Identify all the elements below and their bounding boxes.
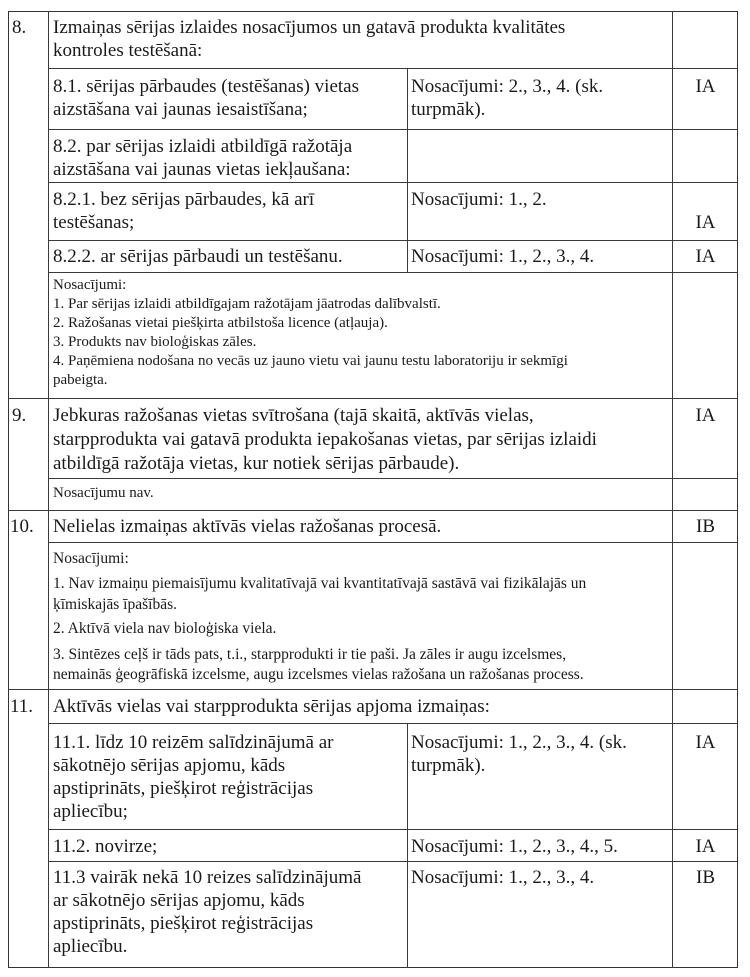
subitem-label: 8.2.1. bez sērijas pārbaudes, kā arī testēšanas; [53, 189, 315, 233]
col-divider-conditions [407, 68, 408, 129]
subitem-conditions: Nosacījumi: 1., 2., 3., 4. (sk. turpmāk). [411, 732, 627, 776]
row-divider [8, 398, 738, 399]
subitem-conditions: Nosacījumi: 1., 2., 3., 4. [411, 246, 595, 267]
category-badge: IA [695, 76, 716, 97]
subitem-conditions: Nosacījumi: 2., 3., 4. (sk. turpmāk). [411, 76, 604, 120]
row-number: 11. [10, 696, 34, 717]
category-badge: IA [695, 732, 716, 753]
row-number: 9. [12, 405, 27, 426]
row-divider [48, 478, 738, 479]
subitem-conditions: Nosacījumi: 1., 2. [411, 189, 547, 210]
row-divider [48, 129, 738, 130]
category-badge: IA [695, 212, 716, 233]
conditions-notes: Nosacījumu nav. [53, 485, 154, 501]
row-divider [48, 272, 738, 273]
conditions-notes: Nosacījumi: 1. Nav izmaiņu piemaisījumu kvalitatīvajā vai kvantitatīvajā sastāvā vai fizikālajās un ķīmiskajās īpašībās. 2. Aktīvā viela nav bioloģiska viela. 3. Sintēzes ceļš ir tāds pats, t.i., starpprodukti ir tie paši. Ja zāles ir augu izcelsmes, nemainās ģeogrāfiskā izcelsme, augu izcelsmes vielas ražošana un ražošanas process. [53, 550, 587, 683]
col-divider-conditions [407, 129, 408, 182]
col-divider-conditions [407, 723, 408, 968]
col-divider-conditions [407, 182, 408, 272]
subitem-label: 11.2. novirze; [53, 836, 158, 857]
subitem-label: 8.2.2. ar sērijas pārbaudi un testēšanu. [53, 246, 343, 267]
subitem-label: 11.1. līdz 10 reizēm salīdzinājumā ar sākotnējo sērijas apjomu, kāds apstiprināts, piešķirot reģistrācijas apliecību; [53, 732, 334, 822]
row-title: Jebkuras ražošanas vietas svītrošana (tajā skaitā, aktīvās vielas, starpprodukta vai gatavā produkta iepakošanas vietas, par sērijas izlaidi atbildīgā ražotāja vietas, kur notiek sērijas pārbaude). [53, 405, 597, 474]
category-badge: IA [695, 405, 716, 426]
row-divider [48, 829, 738, 830]
row-divider [48, 861, 738, 862]
row-divider [8, 510, 738, 511]
category-badge: IA [695, 246, 716, 267]
row-divider [48, 240, 738, 241]
row-title: Aktīvās vielas vai starpprodukta sērijas apjoma izmaiņas: [53, 696, 490, 717]
conditions-notes: Nosacījumi: 1. Par sērijas izlaidi atbildīgajam ražotājam jāatrodas dalībvalstī. 2. Ražošanas vietai piešķirta atbilstoša licence (atļauja). 3. Produkts nav bioloģiskas zāles. 4. Paņēmiena nodošana no vecās uz jauno vietu vai jaunu testu laboratoriju ir sekmīgi pabeigta. [53, 277, 568, 388]
category-badge: IA [695, 836, 716, 857]
row-divider [48, 723, 738, 724]
row-number: 10. [10, 516, 34, 537]
row-number: 8. [12, 17, 27, 38]
subitem-conditions: Nosacījumi: 1., 2., 3., 4., 5. [411, 836, 618, 857]
row-divider [48, 182, 738, 183]
category-badge: IB [696, 516, 715, 537]
category-badge: IB [696, 867, 715, 888]
row-divider [48, 542, 738, 543]
row-divider [48, 68, 738, 69]
row-divider [8, 689, 738, 690]
row-title: Izmaiņas sērijas izlaides nosacījumos un gatavā produkta kvalitātes kontroles testēšanā: [53, 17, 566, 61]
col-divider-number [48, 11, 49, 968]
row-title: Nelielas izmaiņas aktīvās vielas ražošanas procesā. [53, 516, 442, 537]
subitem-label: 8.1. sērijas pārbaudes (testēšanas) vietas aizstāšana vai jaunas iesaistīšana; [53, 76, 360, 120]
subitem-conditions: Nosacījumi: 1., 2., 3., 4. [411, 867, 595, 888]
subitem-label: 11.3 vairāk nekā 10 reizes salīdzinājumā ar sākotnējo sērijas apjomu, kāds apstiprināts, piešķirot reģistrācijas apliecību. [53, 867, 362, 957]
col-divider-category [672, 11, 673, 968]
subitem-label: 8.2. par sērijas izlaidi atbildīgā ražotāja aizstāšana vai jaunas vietas iekļaušana: [53, 136, 353, 180]
